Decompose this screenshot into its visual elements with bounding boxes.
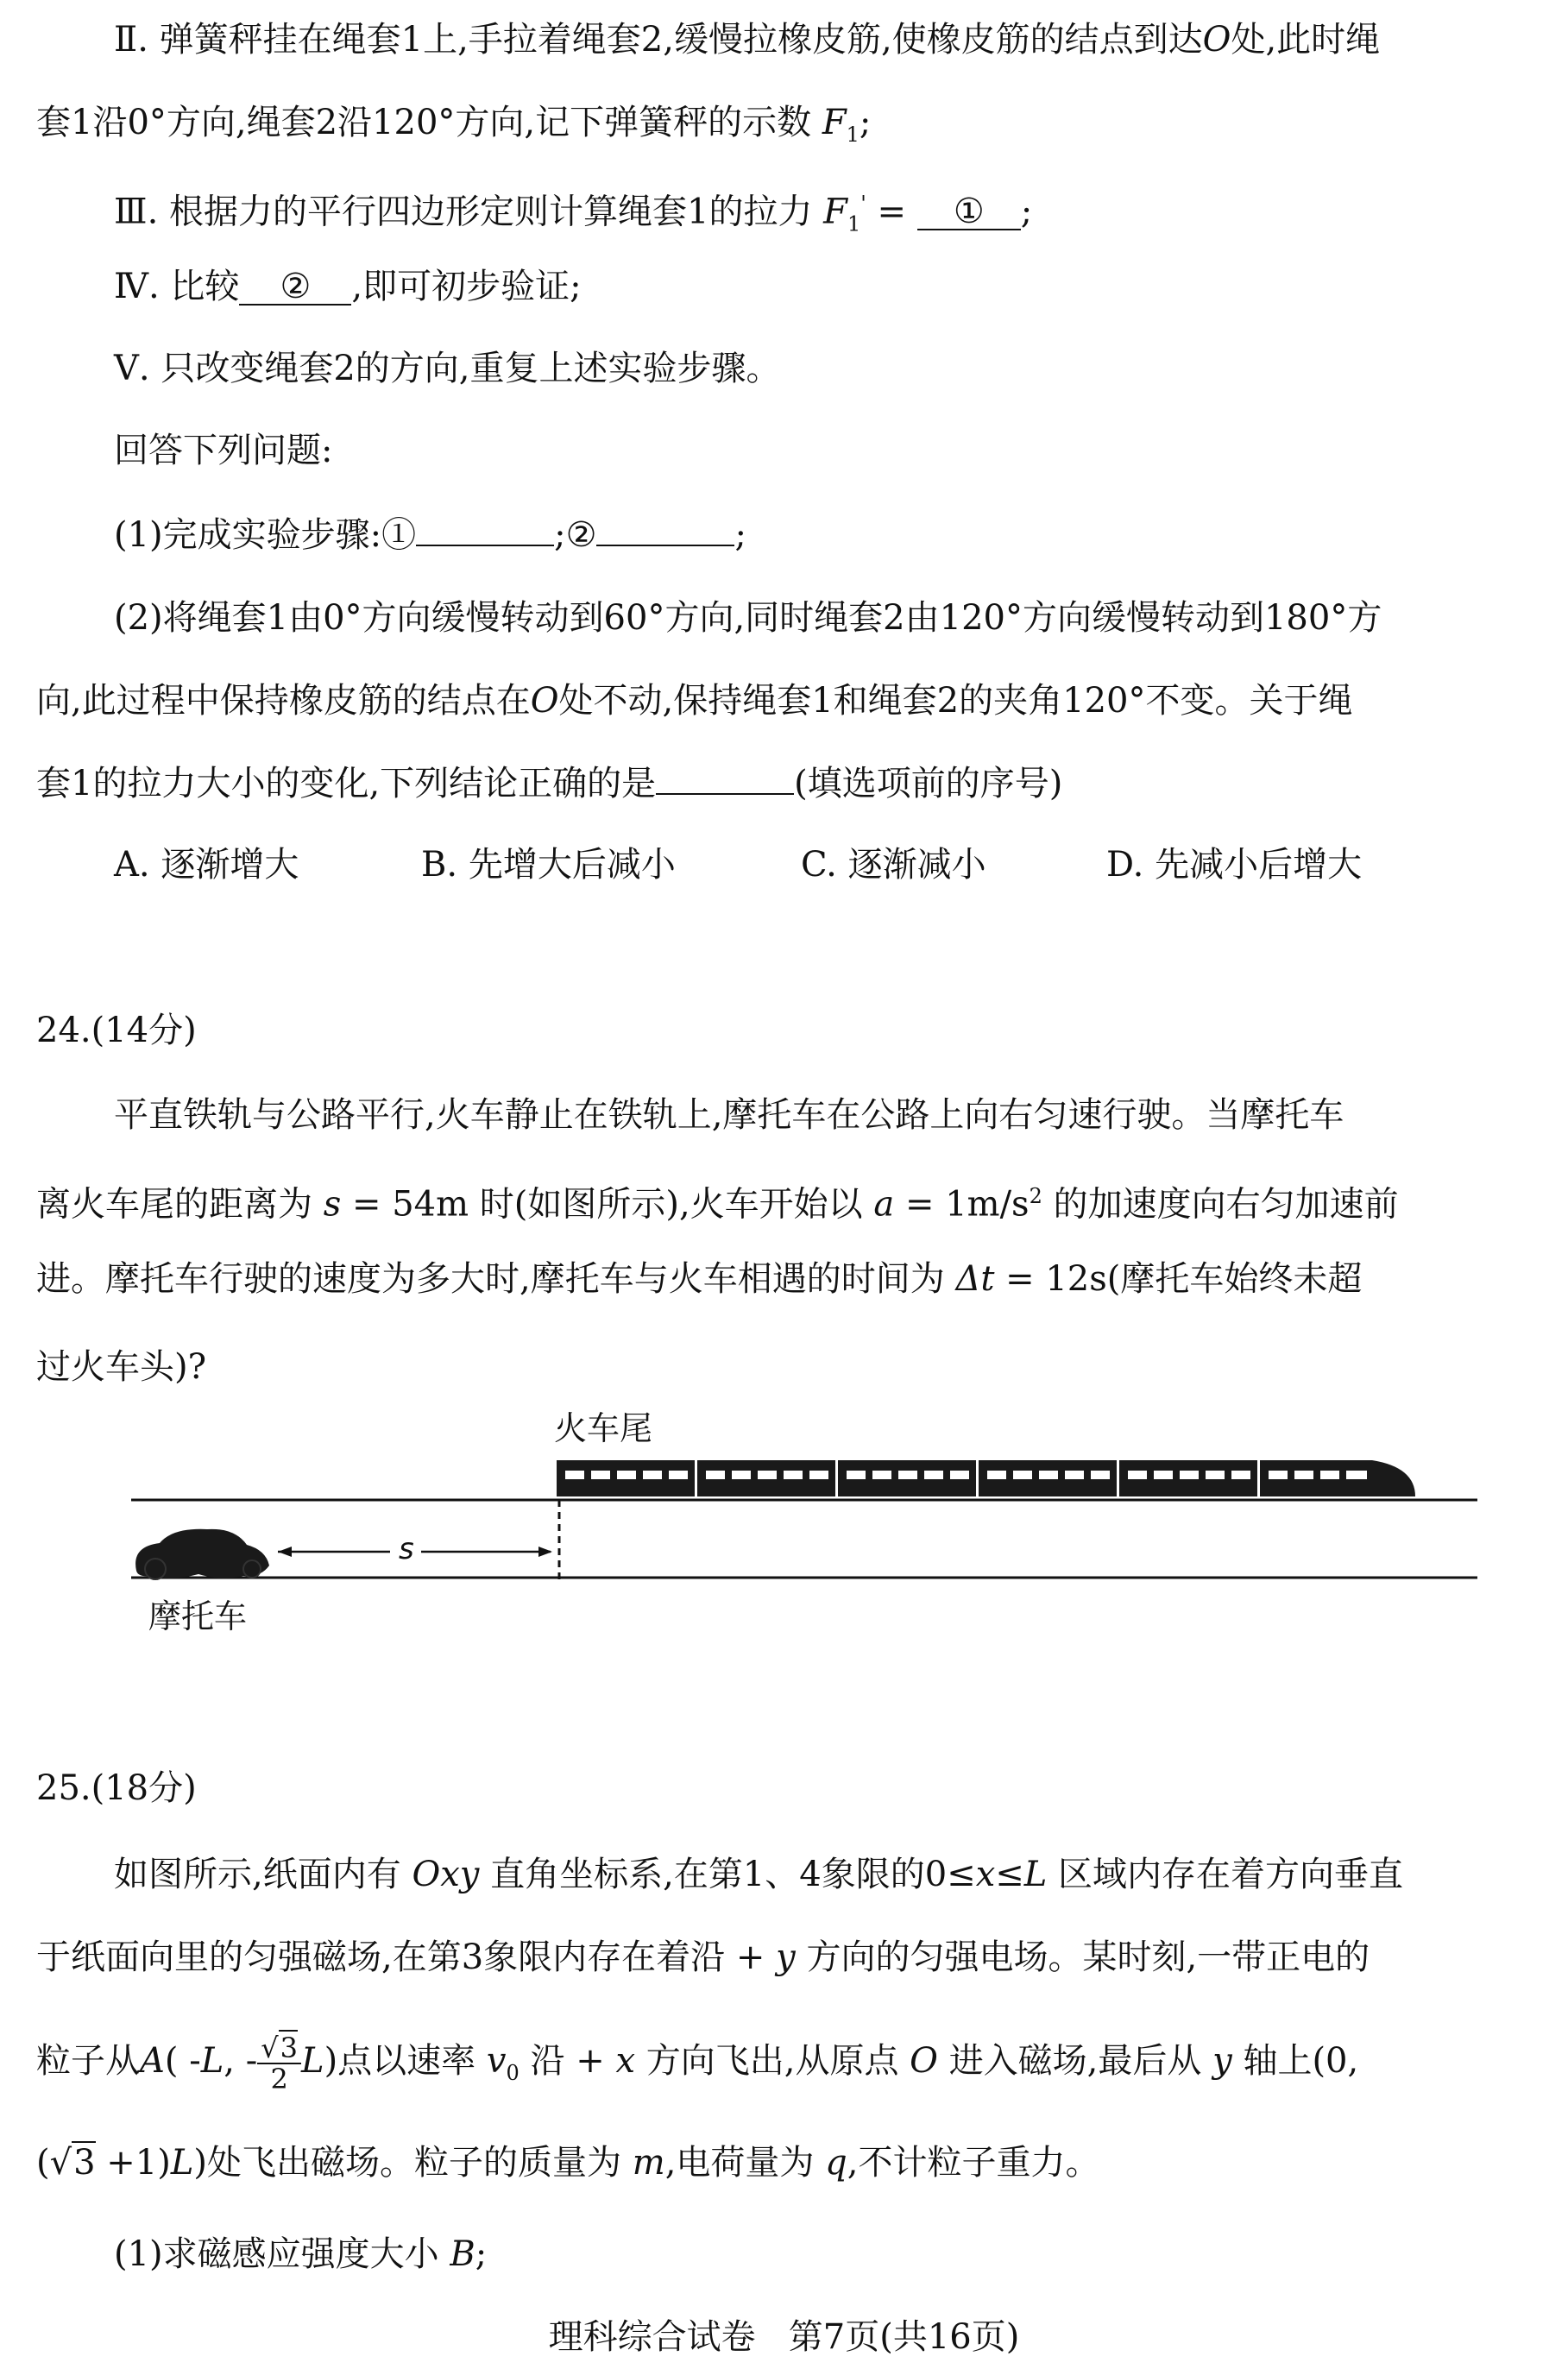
step-4-text-b: ,即可初步验证; bbox=[351, 267, 582, 306]
sqrt-3: 3 bbox=[73, 2143, 96, 2183]
var-l-4: L bbox=[170, 2143, 194, 2183]
problem-25-text-a: 如图所示,纸面内有 bbox=[114, 1855, 401, 1894]
problem-25-text-r: ,电荷量为 bbox=[664, 2143, 815, 2183]
question-2-text-c: 套1的拉力大小的变化,下列结论正确的是 bbox=[36, 764, 657, 803]
fraction-sqrt3-over-2: $\frac{√3}{2}$ bbox=[257, 2033, 301, 2094]
fraction-denominator: 2 bbox=[270, 2063, 288, 2095]
var-delta-t: Δt bbox=[955, 1259, 995, 1299]
equals-sign: = bbox=[866, 192, 917, 232]
problem-25-text-s: ,不计粒子重力。 bbox=[847, 2143, 1100, 2183]
option-a[interactable]: A. 逐渐增大 bbox=[114, 845, 299, 885]
problem-25-text-k: 沿 + bbox=[530, 2041, 605, 2081]
question-2-text-d: (填选项前的序号) bbox=[794, 764, 1063, 803]
problem-25-text-i: , - bbox=[224, 2041, 258, 2081]
motorcycle-label: 摩托车 bbox=[148, 1597, 248, 1635]
var-s: s bbox=[323, 1184, 342, 1225]
point-a: A bbox=[140, 2041, 165, 2081]
step-4-text-a: Ⅳ. 比较 bbox=[114, 267, 240, 306]
var-a: a bbox=[873, 1184, 895, 1225]
question-1-text-b: ;② bbox=[554, 515, 597, 555]
problem-25-text-j: )点以速率 bbox=[324, 2041, 476, 2081]
option-c[interactable]: C. 逐渐减小 bbox=[801, 845, 986, 885]
distance-s-arrow bbox=[278, 1536, 552, 1562]
problem-24-text-d: 的加速度向右匀加速前 bbox=[1042, 1184, 1399, 1225]
var-y: y bbox=[776, 1937, 796, 1977]
motorcycle-icon bbox=[135, 1529, 269, 1579]
problem-25-text-f: 方向的匀强电场。某时刻,一带正电的 bbox=[806, 1937, 1370, 1977]
problem-24-text-e: 进。摩托车行驶的速度为多大时,摩托车与火车相遇的时间为 bbox=[36, 1259, 945, 1299]
force-f1-subscript: 1 bbox=[846, 123, 860, 147]
problem-24-text-b: = 54m 时(如图所示),火车开始以 bbox=[341, 1184, 863, 1225]
question-2-line-1: (2)将绳套1由0°方向缓慢转动到60°方向,同时绳套2由120°方向缓慢转动到180°方 bbox=[114, 598, 1382, 638]
exponent-2: 2 bbox=[1029, 1184, 1042, 1208]
problem-25-text-n: 轴上(0, bbox=[1243, 2041, 1359, 2081]
step-3-line bbox=[114, 183, 1032, 244]
problem-24-line-2 bbox=[36, 1175, 1399, 1225]
step-2-text-c: 套1沿0°方向,绳套2沿120°方向,记下弹簧秤的示数 bbox=[36, 103, 812, 142]
problem-25-text-d: 区域内存在着方向垂直 bbox=[1058, 1855, 1404, 1894]
question-1-text-c: ; bbox=[734, 515, 746, 555]
blank-2[interactable]: ② bbox=[239, 269, 351, 306]
step-3-text: Ⅲ. 根据力的平行四边形定则计算绳套1的拉力 bbox=[114, 192, 813, 232]
step-2-text-a: Ⅱ. 弹簧秤挂在绳套1上,手拉着绳套2,缓慢拉橡皮筋,使橡皮筋的结点到达 bbox=[114, 20, 1203, 60]
problem-25-text-o: ( bbox=[36, 2143, 50, 2183]
step-5-text: Ⅴ. 只改变绳套2的方向,重复上述实验步骤。 bbox=[114, 349, 781, 388]
fraction-numerator: 3 bbox=[280, 2032, 298, 2064]
train-tail-label: 火车尾 bbox=[554, 1409, 653, 1447]
problem-25-header: 25.(18分) bbox=[36, 1768, 197, 1808]
problem-25-q1-end: ; bbox=[475, 2234, 488, 2274]
var-x-2: x bbox=[615, 2041, 636, 2081]
step-3-end: ; bbox=[1020, 192, 1033, 232]
train-motorcycle-figure bbox=[0, 1398, 1568, 1657]
problem-24-line-1: 平直铁轨与公路平行,火车静止在铁轨上,摩托车在公路上向右匀速行驶。当摩托车 bbox=[114, 1095, 1344, 1135]
questions-intro: 回答下列问题: bbox=[114, 431, 333, 470]
distance-s-label: s bbox=[399, 1532, 414, 1566]
page-footer: 理科综合试卷 第7页(共16页) bbox=[548, 2317, 1020, 2357]
step-2-end: ; bbox=[859, 103, 872, 142]
var-l: L bbox=[1023, 1855, 1048, 1894]
problem-25-text-l: 方向飞出,从原点 bbox=[645, 2041, 899, 2081]
problem-24-text-c: = 1m/s bbox=[894, 1184, 1030, 1225]
problem-25-q1-text: (1)求磁感应强度大小 bbox=[114, 2234, 439, 2274]
question-2-line-2 bbox=[36, 680, 1352, 721]
point-o-3: O bbox=[910, 2041, 938, 2081]
question-2-text-a: 向,此过程中保持橡皮筋的结点在 bbox=[36, 681, 531, 721]
train bbox=[557, 1460, 1415, 1496]
point-o-2: O bbox=[530, 681, 559, 721]
problem-25-text-q: )处飞出磁场。粒子的质量为 bbox=[193, 2143, 622, 2183]
step-2-line-2 bbox=[36, 102, 871, 155]
problem-25-text-m: 进入磁场,最后从 bbox=[948, 2041, 1202, 2081]
force-f1: F bbox=[822, 103, 847, 142]
var-oxy: Oxy bbox=[412, 1855, 480, 1894]
answer-blank-3[interactable] bbox=[656, 793, 794, 795]
var-v0: v bbox=[486, 2041, 507, 2081]
var-q: q bbox=[825, 2143, 847, 2183]
question-1-text-a: (1)完成实验步骤:① bbox=[114, 515, 417, 555]
problem-25-line-4: (√3 +1)L)处飞出磁场。粒子的质量为 m,电荷量为 q,不计粒子重力。 bbox=[36, 2143, 1100, 2183]
point-o: O bbox=[1202, 20, 1231, 60]
option-b[interactable]: B. 先增大后减小 bbox=[421, 845, 676, 885]
force-f1-prime-subscript: 1 bbox=[847, 211, 861, 236]
problem-24-header: 24.(14分) bbox=[36, 1011, 197, 1050]
var-l-2: L bbox=[200, 2041, 224, 2081]
problem-25-text-c: ≤ bbox=[995, 1855, 1024, 1894]
option-d[interactable]: D. 先减小后增大 bbox=[1106, 845, 1363, 885]
var-m: m bbox=[632, 2143, 665, 2183]
blank-1[interactable]: ① bbox=[917, 194, 1021, 230]
force-f1-prime: F bbox=[823, 192, 847, 232]
problem-24-text-a: 离火车尾的距离为 bbox=[36, 1184, 312, 1225]
var-v0-subscript: 0 bbox=[506, 2061, 520, 2085]
problem-24-line-3 bbox=[36, 1258, 1362, 1300]
problem-25-line-3 bbox=[36, 2033, 1358, 2094]
problem-25-text-g: 粒子从 bbox=[36, 2041, 140, 2081]
step-2-text-b: 处,此时绳 bbox=[1231, 20, 1381, 60]
problem-24-line-4: 过火车头)? bbox=[36, 1347, 207, 1387]
problem-25-text-h: ( - bbox=[164, 2041, 201, 2081]
answer-blank-2[interactable] bbox=[596, 545, 734, 546]
var-x: x bbox=[975, 1855, 996, 1894]
problem-25-line-2 bbox=[36, 1937, 1370, 1978]
var-l-3: L bbox=[301, 2041, 324, 2081]
problem-25-text-p: +1) bbox=[95, 2143, 171, 2183]
step-4-line bbox=[114, 266, 582, 307]
step-5-line bbox=[114, 348, 780, 389]
step-2-line-1 bbox=[114, 19, 1380, 60]
problem-25-text-b: 直角坐标系,在第1、4象限的0≤ bbox=[490, 1855, 976, 1894]
problem-25-text-e: 于纸面向里的匀强磁场,在第3象限内存在着沿 + bbox=[36, 1937, 765, 1977]
problem-25-line-1 bbox=[114, 1854, 1403, 1895]
prime-mark: ' bbox=[860, 192, 866, 216]
question-2-text-b: 处不动,保持绳套1和绳套2的夹角120°不变。关于绳 bbox=[558, 681, 1353, 721]
question-1-line bbox=[114, 514, 746, 556]
answer-blank-1[interactable] bbox=[416, 545, 554, 546]
problem-25-question-1 bbox=[114, 2234, 487, 2275]
problem-24-text-f: = 12s(摩托车始终未超 bbox=[994, 1259, 1363, 1299]
var-b: B bbox=[450, 2234, 475, 2274]
question-2-line-3 bbox=[36, 763, 1062, 804]
var-y-2: y bbox=[1212, 2041, 1232, 2081]
